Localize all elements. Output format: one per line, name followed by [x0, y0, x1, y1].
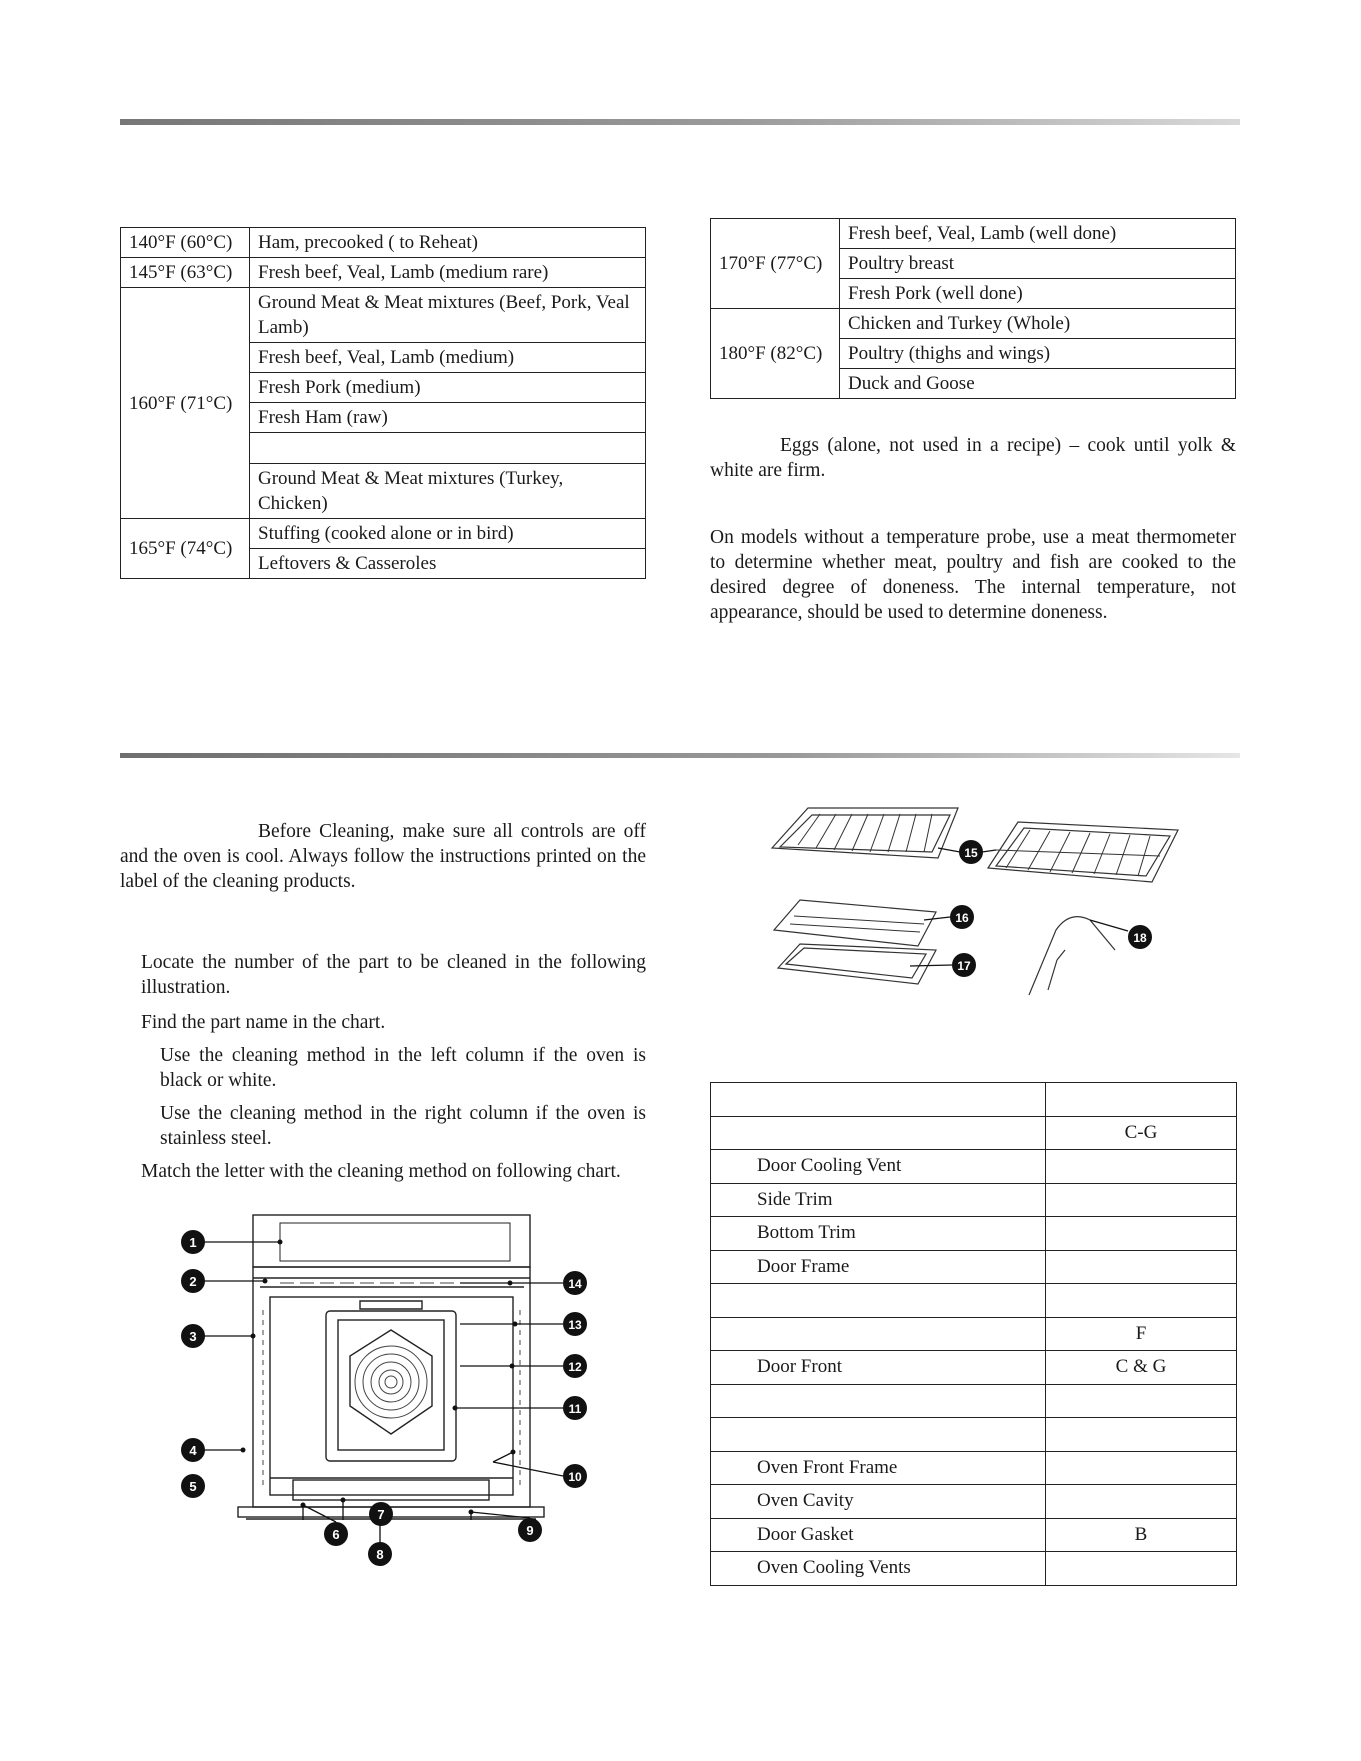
part-name: Door Cooling Vent — [711, 1150, 1046, 1184]
svg-text:2: 2 — [189, 1274, 197, 1289]
table-row — [711, 1384, 1237, 1418]
temperature-table-left — [120, 227, 646, 579]
temp-cell: 165°F (74°C) — [121, 519, 250, 579]
table-row — [121, 288, 646, 343]
cleaning-method — [1046, 1552, 1237, 1586]
callout-13 — [563, 1312, 587, 1336]
food-cell — [250, 433, 646, 464]
part-name: Door Frame — [711, 1250, 1046, 1284]
temp-cell: 180°F (82°C) — [711, 309, 840, 399]
callout-4 — [181, 1438, 205, 1462]
food-cell: Leftovers & Casseroles — [250, 549, 646, 579]
temperature-table-right — [710, 218, 1236, 399]
cleaning-method: C-G — [1046, 1116, 1237, 1150]
cleaning-method — [1046, 1485, 1237, 1519]
callout-8 — [368, 1542, 392, 1566]
table-row — [711, 1518, 1237, 1552]
food-cell: Fresh beef, Veal, Lamb (well done) — [840, 219, 1236, 249]
food-cell: Fresh Pork (well done) — [840, 279, 1236, 309]
svg-text:12: 12 — [568, 1360, 582, 1374]
part-name — [711, 1284, 1046, 1318]
cleaning-method: C & G — [1046, 1351, 1237, 1385]
part-name — [711, 1418, 1046, 1452]
step-left-column: Use the cleaning method in the left column if the oven is black or white. — [160, 1045, 646, 1091]
table-row — [121, 519, 646, 549]
cleaning-intro-text: Before Cleaning, make sure all controls are off and the oven is cool. Always follow the instructions printed on the label of the cleaning products. — [120, 821, 646, 892]
temp-cell: 160°F (71°C) — [121, 288, 250, 519]
svg-text:1: 1 — [189, 1235, 197, 1250]
food-cell: Fresh beef, Veal, Lamb (medium) — [250, 343, 646, 373]
food-cell: Chicken and Turkey (Whole) — [840, 309, 1236, 339]
part-name: Door Front — [711, 1351, 1046, 1385]
part-name: Door Gasket — [711, 1518, 1046, 1552]
callout-6 — [324, 1522, 348, 1546]
callout-16 — [950, 905, 974, 929]
food-cell: Poultry (thighs and wings) — [840, 339, 1236, 369]
part-name: Side Trim — [711, 1183, 1046, 1217]
food-cell: Duck and Goose — [840, 369, 1236, 399]
step-match: Match the letter with the cleaning method on following chart. — [141, 1161, 621, 1182]
callout-2 — [181, 1269, 205, 1293]
step-locate: Locate the number of the part to be cleaned in the following illustration. — [141, 952, 646, 998]
part-name: Oven Front Frame — [711, 1451, 1046, 1485]
food-cell: Ham, precooked ( to Reheat) — [250, 228, 646, 258]
table-row — [711, 1284, 1237, 1318]
temperature-probe — [1029, 917, 1115, 995]
svg-text:14: 14 — [568, 1277, 582, 1291]
table-row — [711, 1552, 1237, 1586]
food-cell: Stuffing (cooked alone or in bird) — [250, 519, 646, 549]
thermometer-note: On models without a temperature probe, use a meat thermometer to determine whether meat, poultry and fish are cooked to the desired degree of doneness. The internal temperature, not appearance, should be used to determine doneness. — [710, 527, 1236, 623]
part-name: Oven Cavity — [711, 1485, 1046, 1519]
table-row — [711, 219, 1236, 249]
svg-text:4: 4 — [189, 1443, 197, 1458]
food-cell: Fresh Pork (medium) — [250, 373, 646, 403]
cleaning-method — [1046, 1217, 1237, 1251]
callout-12 — [563, 1354, 587, 1378]
callout-14 — [563, 1271, 587, 1295]
callout-17 — [952, 953, 976, 977]
part-name: Bottom Trim — [711, 1217, 1046, 1251]
cleaning-parts-table — [710, 1082, 1237, 1586]
temp-cell: 140°F (60°C) — [121, 228, 250, 258]
svg-text:15: 15 — [964, 846, 978, 860]
callout-9 — [518, 1518, 542, 1542]
table-row — [711, 1183, 1237, 1217]
table-row — [711, 1217, 1237, 1251]
part-name — [711, 1317, 1046, 1351]
table-row — [711, 1485, 1237, 1519]
cleaning-method: F — [1046, 1317, 1237, 1351]
temp-cell: 170°F (77°C) — [711, 219, 840, 309]
oven-illustration — [160, 1200, 600, 1575]
part-name — [711, 1083, 1046, 1117]
cleaning-method — [1046, 1250, 1237, 1284]
callout-7 — [369, 1502, 393, 1526]
cleaning-method — [1046, 1284, 1237, 1318]
svg-text:10: 10 — [568, 1470, 582, 1484]
food-cell: Ground Meat & Meat mixtures (Turkey, Chicken) — [250, 464, 646, 519]
table-row — [711, 1451, 1237, 1485]
part-name — [711, 1116, 1046, 1150]
cleaning-method — [1046, 1083, 1237, 1117]
table-row — [711, 1250, 1237, 1284]
svg-text:6: 6 — [332, 1527, 340, 1542]
callout-10 — [563, 1464, 587, 1488]
cleaning-method — [1046, 1384, 1237, 1418]
callout-3 — [181, 1324, 205, 1348]
eggs-note — [710, 433, 1236, 483]
food-cell: Fresh beef, Veal, Lamb (medium rare) — [250, 258, 646, 288]
svg-text:3: 3 — [189, 1329, 197, 1344]
callout-1 — [181, 1230, 205, 1254]
cleaning-intro — [120, 819, 646, 894]
step-right-column: Use the cleaning method in the right column if the oven is stainless steel. — [160, 1103, 646, 1149]
oven-cavity — [270, 1297, 513, 1495]
eggs-note-text: Eggs (alone, not used in a recipe) – cook until yolk & white are firm. — [710, 435, 1236, 481]
food-cell: Fresh Ham (raw) — [250, 403, 646, 433]
svg-text:8: 8 — [376, 1547, 384, 1562]
step-find: Find the part name in the chart. — [141, 1012, 386, 1033]
svg-text:16: 16 — [955, 911, 969, 925]
part-name — [711, 1384, 1046, 1418]
table-row — [711, 1418, 1237, 1452]
accessories-illustration — [760, 800, 1180, 1010]
section-divider — [120, 753, 1240, 758]
cleaning-method — [1046, 1418, 1237, 1452]
food-cell: Poultry breast — [840, 249, 1236, 279]
svg-text:18: 18 — [1133, 931, 1147, 945]
svg-text:5: 5 — [189, 1479, 197, 1494]
table-row — [711, 1116, 1237, 1150]
svg-text:13: 13 — [568, 1318, 582, 1332]
table-row — [711, 1150, 1237, 1184]
callout-18 — [1128, 925, 1152, 949]
cleaning-method — [1046, 1451, 1237, 1485]
cleaning-method — [1046, 1150, 1237, 1184]
callout-5 — [181, 1474, 205, 1498]
cleaning-method — [1046, 1183, 1237, 1217]
callout-11 — [563, 1396, 587, 1420]
svg-text:9: 9 — [526, 1523, 534, 1538]
temp-cell: 145°F (63°C) — [121, 258, 250, 288]
callout-15 — [959, 840, 983, 864]
table-row — [711, 1083, 1237, 1117]
table-row — [121, 228, 646, 258]
food-cell: Ground Meat & Meat mixtures (Beef, Pork, Veal Lamb) — [250, 288, 646, 343]
part-name: Oven Cooling Vents — [711, 1552, 1046, 1586]
svg-text:11: 11 — [568, 1402, 582, 1416]
table-row — [121, 258, 646, 288]
svg-text:17: 17 — [957, 959, 971, 973]
table-row — [711, 1351, 1237, 1385]
table-row — [711, 309, 1236, 339]
cleaning-method: B — [1046, 1518, 1237, 1552]
top-divider — [120, 119, 1240, 125]
svg-text:7: 7 — [377, 1507, 385, 1522]
table-row — [711, 1317, 1237, 1351]
